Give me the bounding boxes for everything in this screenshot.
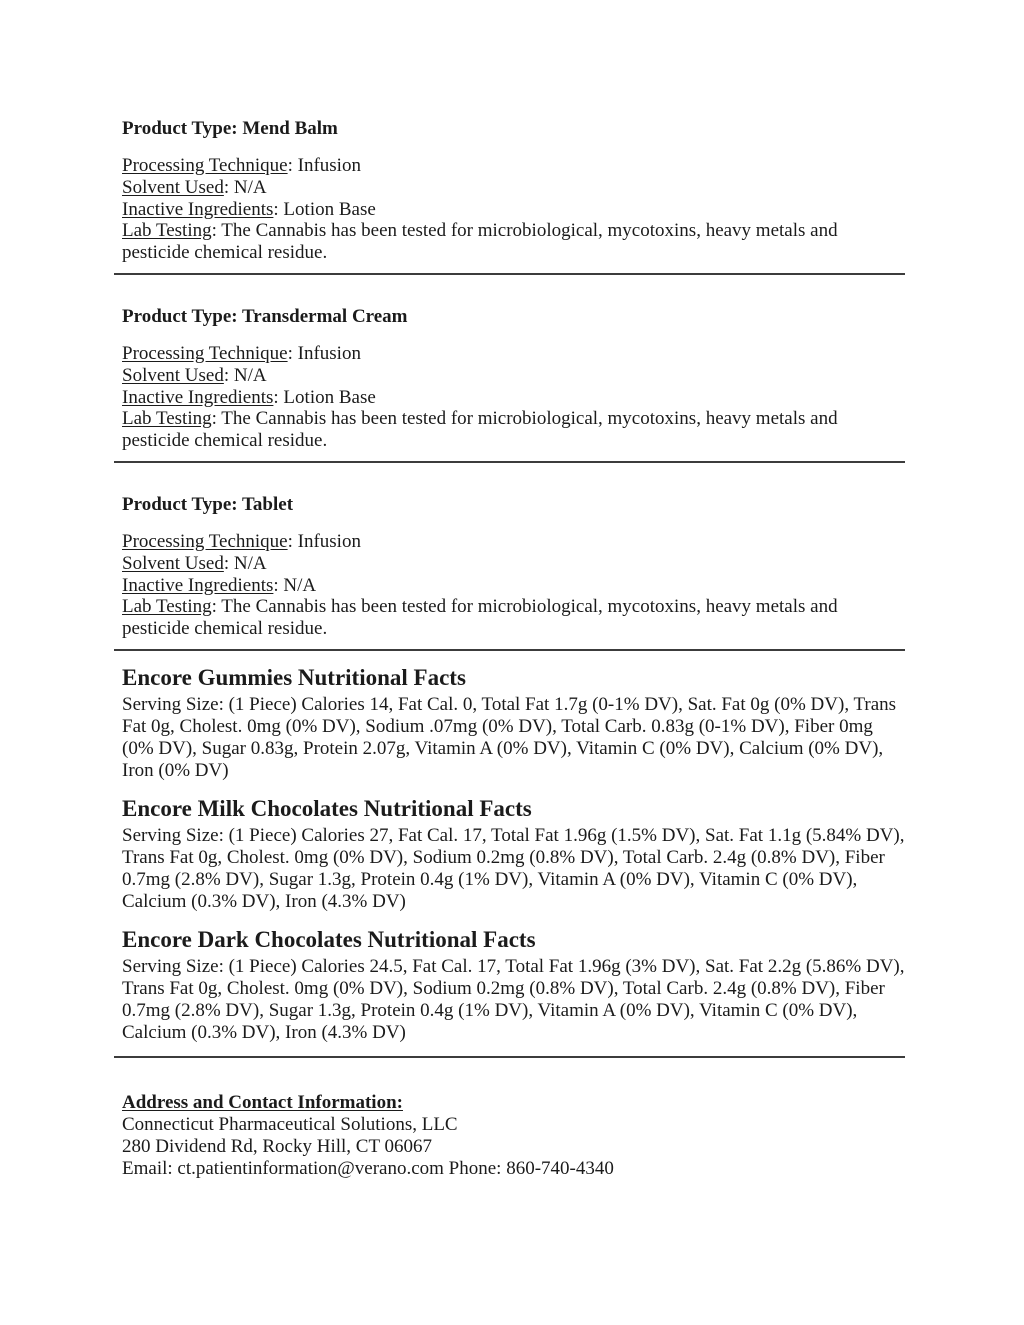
nutrition-section — [122, 795, 905, 913]
section-divider — [114, 649, 905, 651]
section-divider — [114, 461, 905, 463]
product-field-line: Processing Technique: Infusion — [122, 155, 361, 176]
product-fields — [122, 155, 905, 264]
product-type-title: Product Type: Transdermal Cream — [122, 305, 408, 327]
product-field-line: Inactive Ingredients: Lotion Base — [122, 198, 376, 220]
nutrition-section — [122, 664, 905, 782]
nutrition-sections — [122, 664, 905, 1044]
section-divider — [114, 273, 905, 275]
product-section — [122, 494, 905, 651]
nutrition-title: Encore Milk Chocolates Nutritional Facts — [122, 795, 532, 821]
product-section — [122, 306, 905, 463]
product-fields — [122, 531, 905, 640]
nutrition-text: Serving Size: (1 Piece) Calories 14, Fat Cal. 0, Total Fat 1.7g (0-1% DV), Sat. Fat 0g (0% DV), Trans Fat 0g, Cholest. 0mg (0% DV), Sodium .07mg (0% DV), Total Carb. 0.83g (0-1% DV), Fiber 0mg (0% DV), Sugar 0.83g, Protein 2.07g, Vitamin A (0% DV), Vitamin C (0% DV), Calcium (0% DV), Iron (0% DV) — [122, 693, 897, 781]
product-field-line: Solvent Used: N/A — [122, 364, 267, 386]
field-label: Processing Technique — [122, 342, 288, 364]
nutrition-title: Encore Dark Chocolates Nutritional Facts — [122, 926, 536, 952]
field-label: Lab Testing — [122, 408, 212, 430]
product-field-line: Lab Testing: The Cannabis has been tested for microbiological, mycotoxins, heavy metals and pesticide chemical residue. — [122, 408, 838, 452]
field-label: Inactive Ingredients — [122, 386, 274, 408]
field-label: Solvent Used — [122, 364, 224, 386]
contact-address: 280 Dividend Rd, Rocky Hill, CT 06067 — [122, 1135, 432, 1157]
product-fields — [122, 343, 905, 452]
contact-section — [122, 1092, 905, 1179]
nutrition-text: Serving Size: (1 Piece) Calories 27, Fat Cal. 17, Total Fat 1.96g (1.5% DV), Sat. Fat 1.1g (5.84% DV), Trans Fat 0g, Cholest. 0mg (0% DV), Sodium 0.2mg (0.8% DV), Total Carb. 2.4g (0.8% DV), Fiber 0.7mg (2.8% DV), Sugar 1.3g, Protein 0.4g (1% DV), Vitamin A (0% DV), Vitamin C (0% DV), Calcium (0.3% DV), Iron (4.3% DV) — [122, 824, 905, 912]
field-label: Solvent Used — [122, 176, 224, 198]
product-field-line: Processing Technique: Infusion — [122, 342, 361, 364]
product-field-line: Inactive Ingredients: Lotion Base — [122, 386, 376, 408]
contact-email-phone: Email: ct.patientinformation@verano.com Phone: 860-740-4340 — [122, 1157, 614, 1179]
section-divider — [114, 1056, 905, 1058]
field-label: Processing Technique — [122, 155, 288, 176]
contact-company: Connecticut Pharmaceutical Solutions, LLC — [122, 1113, 458, 1135]
product-field-line: Inactive Ingredients: N/A — [122, 574, 317, 596]
product-field-line: Lab Testing: The Cannabis has been tested for microbiological, mycotoxins, heavy metals and pesticide chemical residue. — [122, 220, 838, 264]
field-label: Solvent Used — [122, 552, 224, 574]
product-type-title: Product Type: Tablet — [122, 493, 294, 515]
product-sections — [122, 118, 905, 651]
field-label: Inactive Ingredients — [122, 574, 274, 596]
nutrition-text: Serving Size: (1 Piece) Calories 24.5, Fat Cal. 17, Total Fat 1.96g (3% DV), Sat. Fat 2.2g (5.86% DV), Trans Fat 0g, Cholest. 0mg (0% DV), Sodium 0.2mg (0.8% DV), Total Carb. 2.4g (0.8% DV), Fiber 0.7mg (2.8% DV), Sugar 1.3g, Protein 0.4g (1% DV), Vitamin A (0% DV), Vitamin C (0% DV), Calcium (0.3% DV), Iron (4.3% DV) — [122, 955, 905, 1043]
contact-title: Address and Contact Information: — [122, 1091, 403, 1113]
field-label: Processing Technique — [122, 530, 288, 552]
nutrition-title: Encore Gummies Nutritional Facts — [122, 664, 466, 690]
field-label: Lab Testing — [122, 596, 212, 618]
nutrition-section — [122, 926, 905, 1044]
product-type-title: Product Type: Mend Balm — [122, 118, 338, 139]
product-field-line: Processing Technique: Infusion — [122, 530, 361, 552]
product-field-line: Solvent Used: N/A — [122, 176, 267, 198]
field-label: Lab Testing — [122, 220, 212, 242]
product-section — [122, 118, 905, 275]
product-field-line: Solvent Used: N/A — [122, 552, 267, 574]
product-field-line: Lab Testing: The Cannabis has been tested for microbiological, mycotoxins, heavy metals and pesticide chemical residue. — [122, 596, 838, 640]
field-label: Inactive Ingredients — [122, 198, 274, 220]
